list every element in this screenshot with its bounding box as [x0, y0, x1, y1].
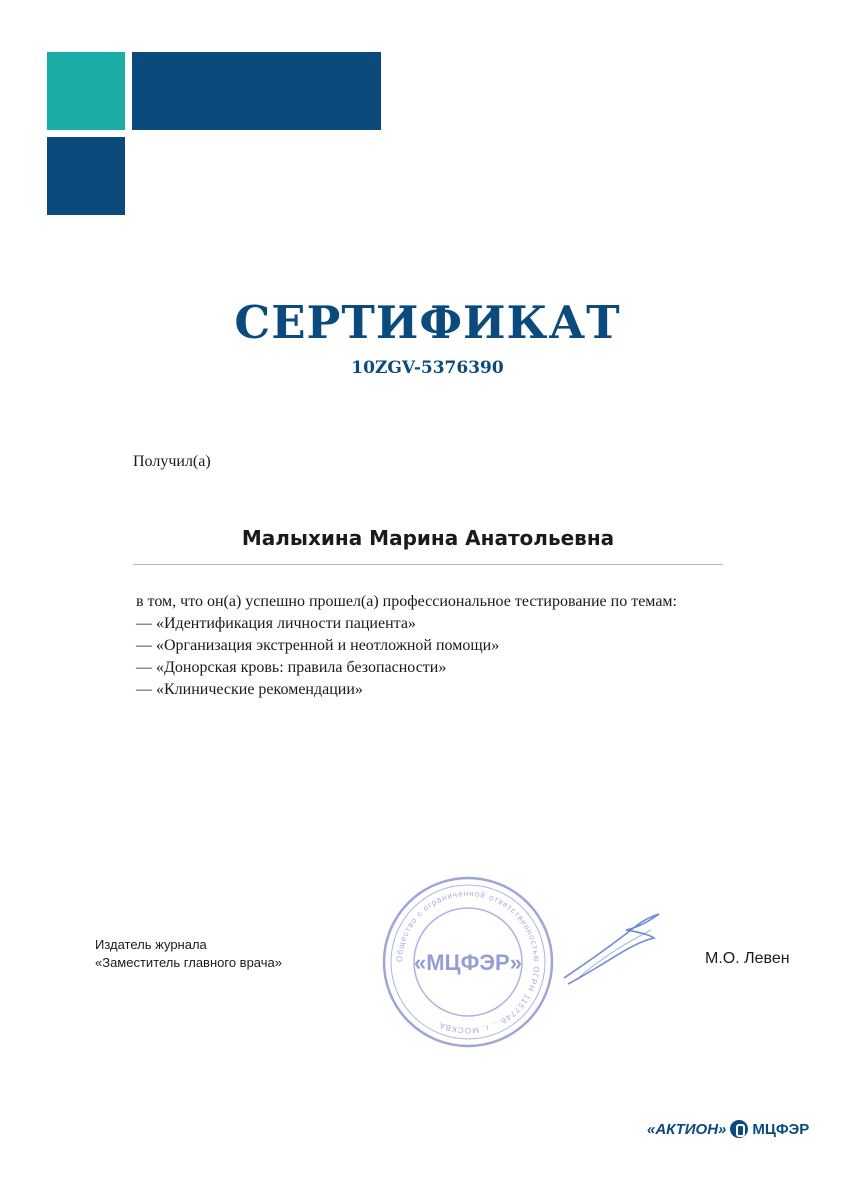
name-underline — [133, 564, 723, 565]
logo-aktion-text: «АКТИОН» — [647, 1120, 727, 1138]
topic-item: — «Идентификация личности пациента» — [136, 615, 416, 632]
stamp-center-text: «МЦФЭР» — [414, 950, 522, 975]
publisher-line-1: Издатель журнала — [95, 937, 207, 952]
publisher-block — [95, 936, 282, 972]
decor-square-teal — [47, 52, 125, 130]
decor-square-navy — [47, 137, 125, 215]
aktion-mcfer-logo — [647, 1120, 809, 1138]
certificate-title: СЕРТИФИКАТ — [234, 296, 621, 349]
certificate-body — [136, 591, 677, 701]
stamp-ring-text: Общество с ограниченной ответственностью ОГРН 1157746... г. МОСКВА — [394, 888, 542, 1036]
received-label: Получил(а) — [133, 453, 211, 470]
logo-mark-icon — [730, 1120, 748, 1138]
recipient-name: Малыхина Марина Анатольевна — [241, 526, 615, 550]
certificate-number: 10ZGV-5376390 — [351, 358, 504, 378]
logo-mcfer-text: МЦФЭР — [752, 1120, 810, 1138]
decor-rect-navy — [132, 52, 381, 130]
publisher-line-2: «Заместитель главного врача» — [95, 955, 282, 970]
company-stamp — [374, 868, 562, 1056]
topic-item: — «Организация экстренной и неотложной помощи» — [136, 637, 500, 654]
topic-item: — «Донорская кровь: правила безопасности» — [136, 659, 447, 676]
intro-text: в том, что он(а) успешно прошел(а) профессиональное тестирование по темам: — [136, 593, 677, 610]
signature — [556, 908, 666, 988]
signer-name: М.О. Левен — [705, 950, 790, 967]
topic-item: — «Клинические рекомендации» — [136, 681, 363, 698]
